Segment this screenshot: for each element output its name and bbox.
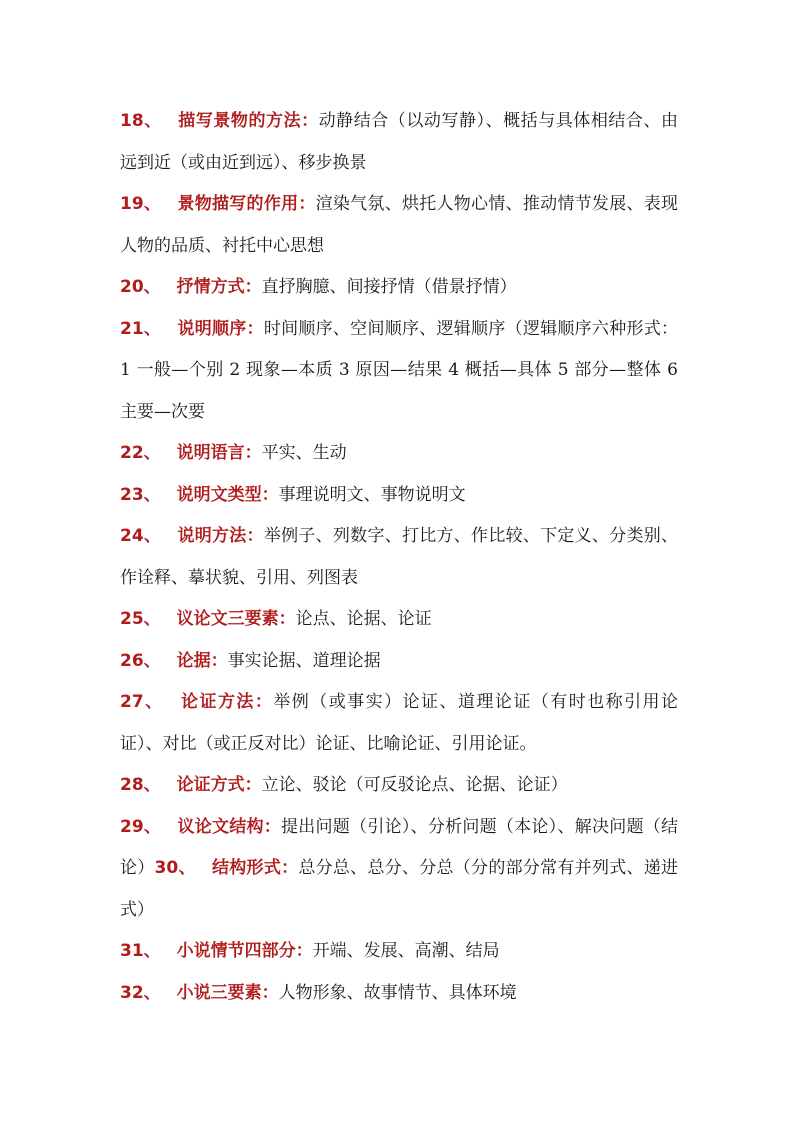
item-number: 27、 <box>120 692 164 712</box>
item-number: 28、 <box>120 775 161 795</box>
item-number: 20、 <box>120 277 161 297</box>
list-item <box>120 807 678 932</box>
item-text: 直抒胸臆、间接抒情（借景抒情） <box>261 277 517 297</box>
item-number: 29、 <box>120 816 162 837</box>
list-item <box>120 765 678 807</box>
list-item <box>120 101 678 184</box>
item-number: 23、 <box>120 484 161 505</box>
inline-item-text: 总分总、总分、分总（分的部分常有并列式、递进式） <box>120 858 679 920</box>
item-term: 抒情方式： <box>176 277 262 297</box>
item-term: 论证方式： <box>176 775 262 795</box>
list-item <box>120 433 678 475</box>
item-term: 论据： <box>176 650 228 671</box>
item-term: 说明顺序： <box>177 318 264 339</box>
item-term: 描写景物的方法： <box>177 111 319 131</box>
item-text: 举例（或事实）论证、道理论证（有时也称引用论证）、对比（或正反对比）论证、比喻论证、引用论证。 <box>120 692 678 754</box>
item-term: 小说情节四部分： <box>176 941 313 961</box>
list-item <box>120 641 678 683</box>
item-text: 举例子、列数字、打比方、作比较、下定义、分类别、作诠释、摹状貌、引用、列图表 <box>120 526 679 588</box>
list-item <box>120 184 678 267</box>
item-text: 时间顺序、空间顺序、逻辑顺序（逻辑顺序六种形式：1 一般—个别 2 现象—本质 3 原因—结果 4 概括—具体 5 部分—整体 6 主要—次要 <box>120 318 679 422</box>
item-number: 25、 <box>120 609 161 629</box>
item-text: 论点、论据、论证 <box>295 609 432 629</box>
item-number: 24、 <box>120 526 162 546</box>
item-text: 立论、驳论（可反驳论点、论据、论证） <box>261 775 568 795</box>
list-item <box>120 267 678 309</box>
item-term: 说明语言： <box>176 443 262 463</box>
list-item <box>120 475 678 517</box>
item-text: 事理说明文、事物说明文 <box>278 484 466 505</box>
item-number: 18、 <box>120 111 162 131</box>
document-body <box>120 101 678 1014</box>
item-term: 景物描写的作用： <box>177 194 316 214</box>
item-term: 说明文类型： <box>176 484 279 505</box>
list-item <box>120 682 678 765</box>
inline-item-number: 30、 <box>154 858 196 878</box>
item-term: 议论文结构： <box>177 816 282 837</box>
list-item <box>120 973 678 1015</box>
item-text: 渲染气氛、烘托人物心情、推动情节发展、表现人物的品质、衬托中心思想 <box>120 194 678 256</box>
item-number: 31、 <box>120 941 161 961</box>
item-term: 论证方法： <box>179 692 274 712</box>
item-text: 提出问题（引论）、分析问题（本论）、解决问题（结论） <box>120 816 679 878</box>
item-number: 26、 <box>120 650 161 671</box>
item-text: 动静结合（以动写静）、概括与具体相结合、由远到近（或由近到远）、移步换景 <box>120 111 678 173</box>
item-text: 平实、生动 <box>261 443 347 463</box>
inline-item-term: 结构形式： <box>211 858 299 878</box>
list-item <box>120 599 678 641</box>
item-number: 32、 <box>120 982 161 1003</box>
item-number: 19、 <box>120 194 162 214</box>
item-term: 议论文三要素： <box>176 609 296 629</box>
list-item <box>120 931 678 973</box>
item-term: 说明方法： <box>177 526 264 546</box>
item-term: 小说三要素： <box>176 982 279 1003</box>
list-item <box>120 309 678 434</box>
item-text: 开端、发展、高潮、结局 <box>312 941 500 961</box>
item-number: 21、 <box>120 318 162 339</box>
item-text: 事实论据、道理论据 <box>227 650 381 671</box>
list-item <box>120 516 678 599</box>
item-number: 22、 <box>120 443 161 463</box>
item-text: 人物形象、故事情节、具体环境 <box>278 982 517 1003</box>
